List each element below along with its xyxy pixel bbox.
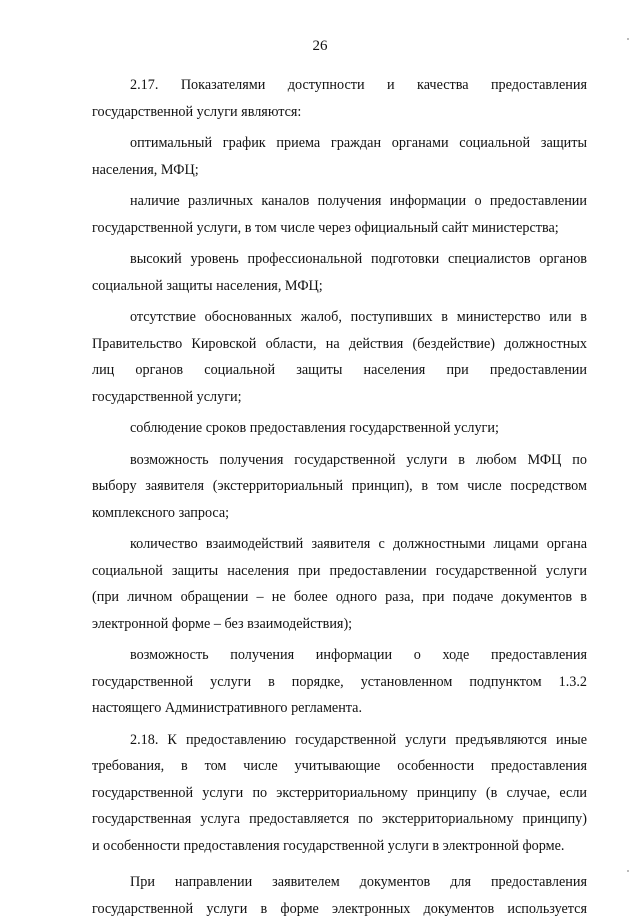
text-line: отсутствие обоснованных жалоб, поступивших в министерство или в xyxy=(92,304,587,331)
text-line: комплексного запроса; xyxy=(92,500,587,527)
text-line: государственной услуги, в том числе через официальный сайт министерства; xyxy=(92,215,587,242)
text-line: наличие различных каналов получения информации о предоставлении xyxy=(92,188,587,215)
paragraph xyxy=(92,72,587,125)
text-line: возможность получения информации о ходе предоставления xyxy=(92,642,587,669)
paragraph xyxy=(92,415,587,442)
paragraph xyxy=(92,531,587,637)
text-line: населения, МФЦ; xyxy=(92,157,587,184)
text-line: социальной защиты населения, МФЦ; xyxy=(92,273,587,300)
text-line: государственной услуги по экстерриториальному принципу (в случае, если xyxy=(92,780,587,807)
paragraph xyxy=(92,304,587,410)
text-line: (при личном обращении – не более одного раза, при подаче документов в xyxy=(92,584,587,611)
text-line: государственной услуги являются: xyxy=(92,99,587,126)
text-line: При направлении заявителем документов для предоставления xyxy=(92,869,587,896)
text-line: высокий уровень профессиональной подготовки специалистов органов xyxy=(92,246,587,273)
text-line: 2.18. К предоставлению государственной услуги предъявляются иные xyxy=(92,727,587,754)
text-line: государственная услуга предоставляется по экстерриториальному принципу) xyxy=(92,806,587,833)
text-line: лиц органов социальной защиты населения при предоставлении xyxy=(92,357,587,384)
text-line: количество взаимодействий заявителя с должностными лицами органа xyxy=(92,531,587,558)
text-line: выбору заявителя (экстерриториальный принцип), в том числе посредством xyxy=(92,473,587,500)
paragraph xyxy=(92,727,587,860)
text-line: Правительство Кировской области, на действия (бездействие) должностных xyxy=(92,331,587,358)
paragraph xyxy=(92,130,587,183)
text-line: требования, в том числе учитывающие особенности предоставления xyxy=(92,753,587,780)
text-line: государственной услуги в порядке, установленном подпунктом 1.3.2 xyxy=(92,669,587,696)
paragraph xyxy=(92,642,587,722)
paragraph xyxy=(92,246,587,299)
text-line: оптимальный график приема граждан органами социальной защиты xyxy=(92,130,587,157)
paragraph xyxy=(92,447,587,527)
text-line: соблюдение сроков предоставления государственной услуги; xyxy=(92,415,587,442)
scan-artifact-mark xyxy=(627,870,629,872)
text-line: государственной услуги в форме электронных документов используется xyxy=(92,896,587,922)
text-line: возможность получения государственной услуги в любом МФЦ по xyxy=(92,447,587,474)
paragraph xyxy=(92,869,587,922)
text-line: и особенности предоставления государственной услуги в электронной форме. xyxy=(92,833,587,860)
text-line: электронной форме – без взаимодействия); xyxy=(92,611,587,638)
paragraph xyxy=(92,188,587,241)
document-body xyxy=(92,72,587,922)
page-number: 26 xyxy=(0,37,640,55)
text-line: 2.17. Показателями доступности и качества предоставления xyxy=(92,72,587,99)
scan-artifact-mark xyxy=(627,38,629,40)
text-line: социальной защиты населения при предоставлении государственной услуги xyxy=(92,558,587,585)
text-line: настоящего Административного регламента. xyxy=(92,695,587,722)
text-line: государственной услуги; xyxy=(92,384,587,411)
